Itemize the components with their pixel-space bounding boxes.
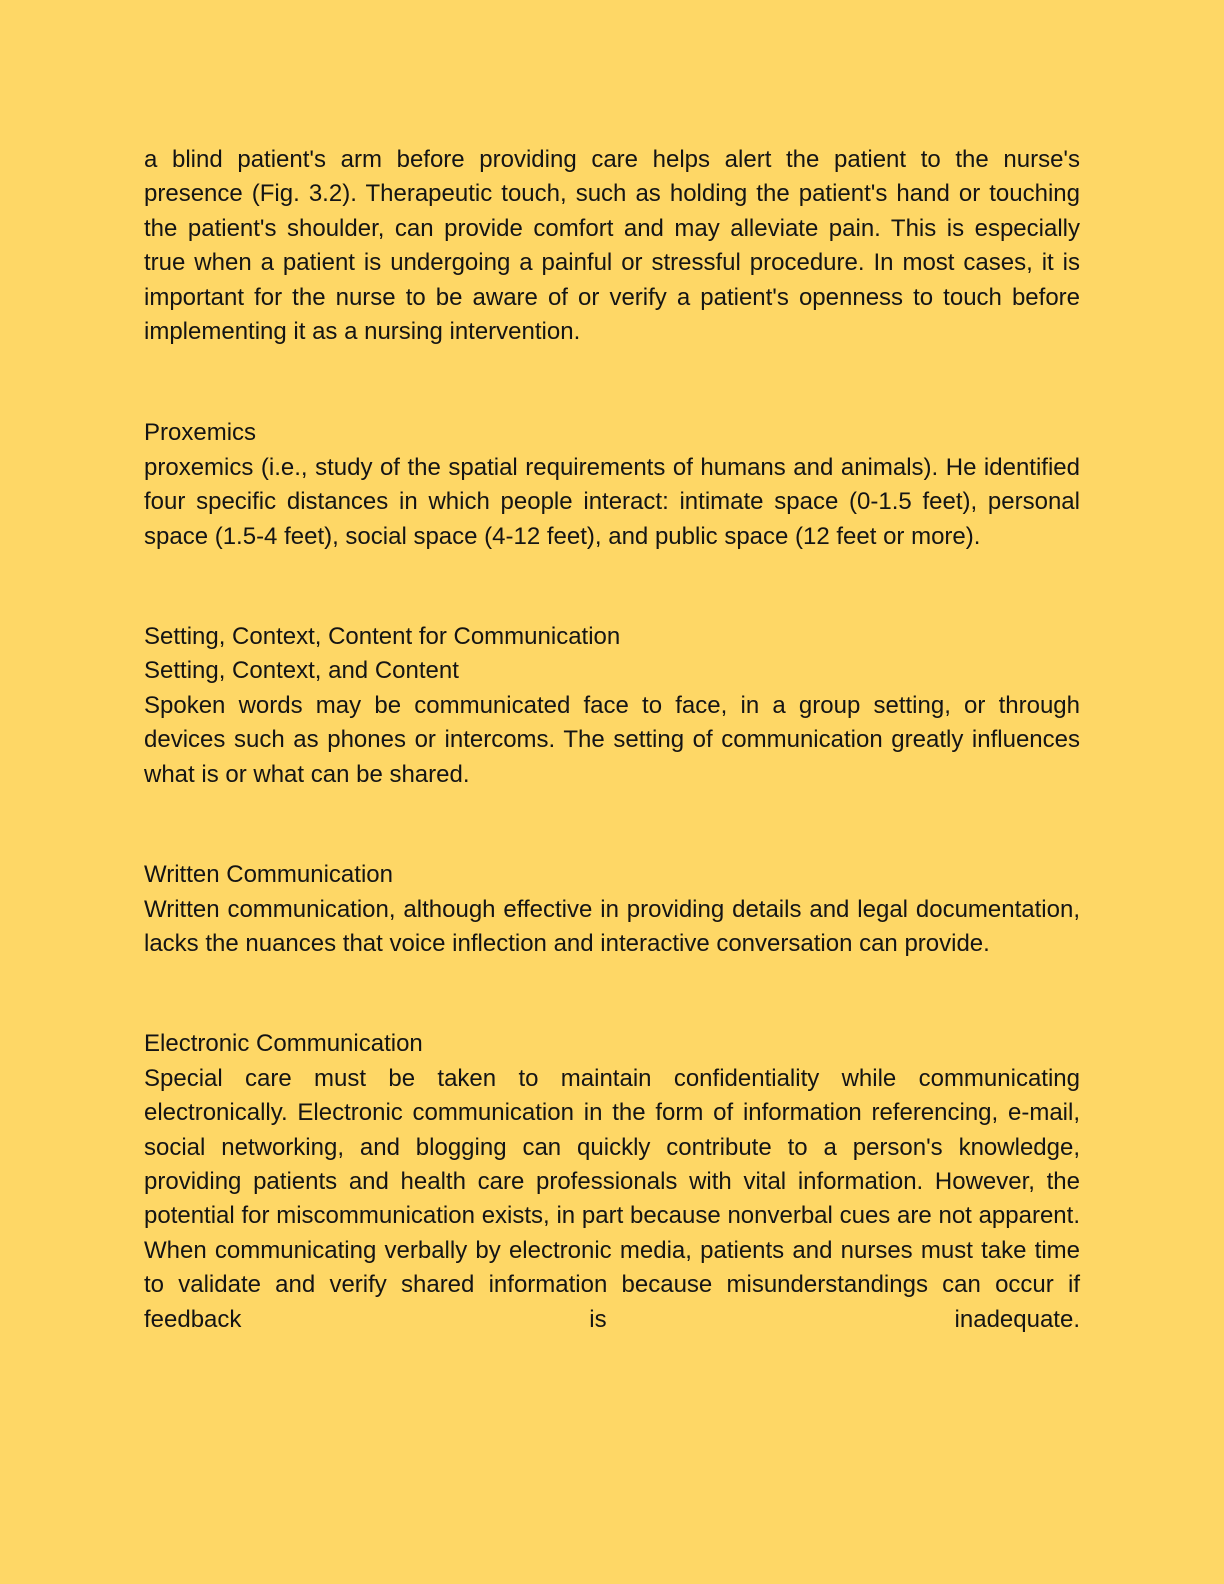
electronic-section <box>144 1027 1080 1337</box>
written-paragraph: Written communication, although effective in providing details and legal documentation, lacks the nuances that voice inflection and interactive conversation can provide. <box>144 895 1080 957</box>
setting-subheading: Setting, Context, and Content <box>144 657 459 685</box>
section-spacer <box>144 349 1080 416</box>
section-spacer <box>144 792 1080 858</box>
section-spacer <box>144 554 1080 620</box>
intro-paragraph: a blind patient's arm before providing care helps alert the patient to the nurse's presence (Fig. 3.2). Therapeutic touch, such as holding the patient's hand or touching the patient's shoulder, can provide comfort and may alleviate pain. This is especially true when a patient is undergoing a painful or stressful procedure. In most cases, it is important for the nurse to be aware of or verify a patient's openness to touch before implementing it as a nursing intervention. <box>144 146 1080 346</box>
written-heading: Written Communication <box>144 861 393 889</box>
proxemics-section <box>144 416 1080 554</box>
setting-paragraph: Spoken words may be communicated face to face, in a group setting, or through devices such as phones or intercoms. The setting of communication greatly influences what is or what can be shared. <box>144 691 1080 788</box>
electronic-paragraph: Special care must be taken to maintain confidentiality while communicating electronically. Electronic communication in the form of information referencing, e-mail, social networking, and blogging can quickly contribute to a person's knowledge, providing patients and health care professionals with vital information. However, the potential for miscommunication exists, in part because nonverbal cues are not apparent. When communicating verbally by electronic media, patients and nurses must take time to validate and verify shared information because misunderstandings can occur if feedback is inadequate. <box>144 1064 1080 1333</box>
written-section <box>144 858 1080 961</box>
electronic-heading: Electronic Communication <box>144 1030 423 1058</box>
setting-section <box>144 620 1080 792</box>
proxemics-paragraph: proxemics (i.e., study of the spatial requirements of humans and animals). He identified four specific distances in which people interact: intimate space (0-1.5 feet), personal space (1.5-4 feet), social space (4-12 feet), and public space (12 feet or more). <box>144 453 1080 550</box>
intro-section <box>144 143 1080 349</box>
setting-heading: Setting, Context, Content for Communication <box>144 623 621 651</box>
page-content <box>144 143 1080 1337</box>
section-spacer <box>144 961 1080 1027</box>
proxemics-heading: Proxemics <box>144 419 257 447</box>
